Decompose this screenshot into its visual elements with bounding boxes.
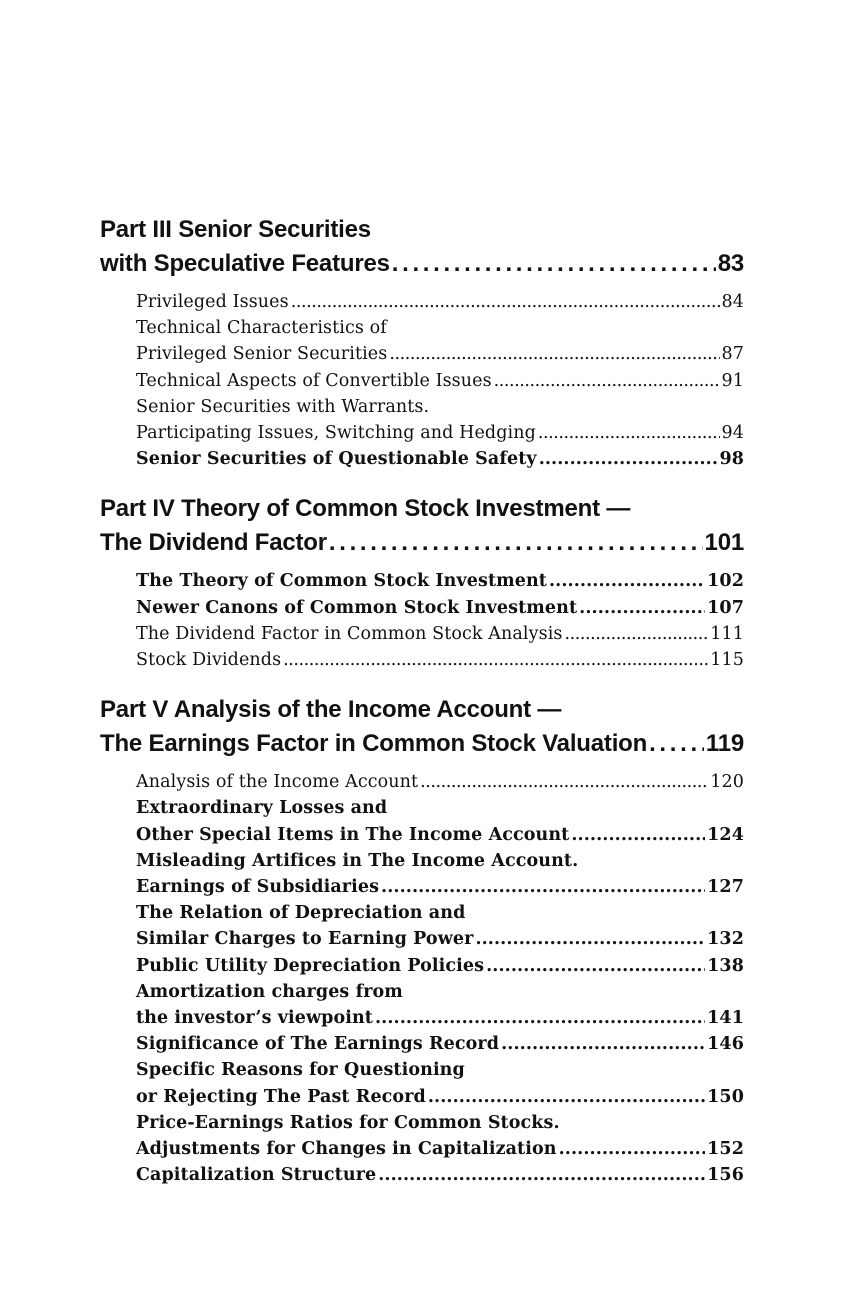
part-heading-title: The Dividend Factor [100, 529, 327, 557]
toc-entry-line: Extraordinary Losses and [136, 798, 388, 819]
toc-entry-page-number: 91 [721, 370, 744, 391]
toc-entry-leader-line [136, 1031, 744, 1057]
part-heading [100, 693, 744, 761]
toc-entry[interactable] [136, 979, 744, 1031]
toc-entry-line: The Relation of Depreciation and [136, 903, 466, 924]
part-heading-leader-line [100, 526, 744, 560]
toc-entry-page-number: 94 [721, 423, 744, 444]
toc-entry-leader-line [136, 1162, 744, 1188]
toc-entry-title: Newer Canons of Common Stock Investment [136, 597, 578, 618]
dot-leader [538, 420, 720, 446]
toc-entry-leader-line [136, 926, 744, 952]
toc-entry-title: Capitalization Structure [136, 1165, 377, 1186]
part-heading-title: with Speculative Features [100, 250, 390, 277]
part-heading-line: Part III Senior Securities [100, 216, 371, 243]
part-heading [100, 492, 744, 560]
toc-entry[interactable] [136, 1162, 744, 1188]
toc-entry-leader-line [136, 1005, 744, 1031]
toc-entry-title: Adjustments for Changes in Capitalization [136, 1139, 557, 1160]
part-heading [100, 213, 744, 281]
toc-entry-leader-line [136, 341, 744, 367]
toc-entry[interactable] [136, 1110, 744, 1162]
dot-leader [486, 953, 705, 979]
toc-entry-line: Amortization charges from [136, 981, 403, 1002]
toc-entry[interactable] [136, 900, 744, 952]
toc-entry-leader-line [136, 621, 744, 647]
toc-entry-page-number: 84 [721, 292, 744, 312]
part-heading-title: The Earnings Factor in Common Stock Valuation [100, 730, 648, 758]
toc-entry-leader-line [136, 647, 744, 673]
toc-entry[interactable] [136, 394, 744, 446]
toc-entry[interactable] [136, 1057, 744, 1109]
toc-entry-leader-line [136, 769, 744, 795]
dot-leader [571, 822, 705, 848]
dot-leader [428, 1084, 705, 1110]
toc-entry-line: Technical Characteristics of [136, 318, 387, 339]
part-page-number: 119 [705, 730, 744, 758]
toc-entry-page-number: 150 [707, 1086, 744, 1107]
toc-entry-leader-line [136, 874, 744, 900]
toc-entry[interactable] [136, 315, 744, 367]
dot-leader [539, 446, 718, 472]
toc-entry[interactable] [136, 595, 744, 621]
toc-entry[interactable] [136, 368, 744, 394]
toc-entry-list [100, 568, 744, 673]
toc-entry-line: Price-Earnings Ratios for Common Stocks. [136, 1112, 560, 1133]
dot-leader [494, 368, 720, 394]
dot-leader [389, 341, 719, 367]
toc-entry-title: The Theory of Common Stock Investment [136, 571, 547, 592]
toc-entry-title: Stock Dividends [136, 650, 282, 671]
toc-entry-page-number: 127 [707, 877, 744, 898]
toc-part [100, 213, 744, 472]
toc-entry-page-number: 111 [710, 623, 744, 644]
toc-entry-line: Senior Securities with Warrants. [136, 396, 430, 417]
dot-leader [291, 289, 720, 315]
dot-leader [501, 1031, 705, 1057]
dot-leader [549, 568, 705, 594]
dot-leader [475, 926, 705, 952]
toc-entry-page-number: 138 [707, 955, 744, 976]
toc-entry-page-number: 115 [710, 650, 744, 671]
toc-entry[interactable] [136, 289, 744, 315]
toc-entry-page-number: 87 [721, 344, 744, 365]
dot-leader [579, 595, 705, 621]
toc-entry-leader-line [136, 289, 744, 315]
toc-entry-list [100, 769, 744, 1188]
toc-entry-leader-line [136, 1084, 744, 1110]
toc-entry[interactable] [136, 848, 744, 900]
toc-entry-title: Other Special Items in The Income Account [136, 824, 570, 845]
toc-entry-line: Misleading Artifices in The Income Account. [136, 850, 579, 871]
table-of-contents [100, 213, 744, 1200]
part-heading-line: Part IV Theory of Common Stock Investment — [100, 495, 631, 523]
toc-entry-line: Specific Reasons for Questioning [136, 1060, 465, 1081]
dot-leader [420, 769, 708, 795]
dot-leader [392, 247, 716, 281]
toc-entry-title: Privileged Issues [136, 292, 289, 312]
toc-entry-leader-line [136, 368, 744, 394]
toc-entry-title: or Rejecting The Past Record [136, 1086, 426, 1107]
toc-entry[interactable] [136, 647, 744, 673]
toc-entry-page-number: 152 [707, 1139, 744, 1160]
part-page-number: 83 [717, 250, 744, 277]
dot-leader [649, 727, 704, 761]
part-heading-line: Part V Analysis of the Income Account — [100, 696, 562, 724]
toc-entry-page-number: 107 [707, 597, 744, 618]
dot-leader [564, 621, 708, 647]
toc-entry-page-number: 141 [707, 1008, 744, 1029]
toc-entry[interactable] [136, 769, 744, 795]
toc-entry-page-number: 102 [707, 571, 744, 592]
toc-entry-leader-line [136, 420, 744, 446]
toc-entry-title: Significance of The Earnings Record [136, 1034, 500, 1055]
toc-entry-page-number: 120 [710, 772, 744, 793]
part-heading-leader-line [100, 247, 744, 281]
toc-entry[interactable] [136, 621, 744, 647]
toc-entry-leader-line [136, 953, 744, 979]
dot-leader [559, 1136, 706, 1162]
dot-leader [381, 874, 705, 900]
toc-entry-title: the investor’s viewpoint [136, 1008, 373, 1029]
dot-leader [329, 526, 703, 560]
toc-entry-title: Similar Charges to Earning Power [136, 929, 474, 950]
toc-part [100, 693, 744, 1188]
toc-entry-title: Senior Securities of Questionable Safety [136, 449, 537, 470]
toc-entry-title: Analysis of the Income Account [136, 772, 419, 793]
part-heading-leader-line [100, 727, 744, 761]
toc-entry-page-number: 156 [707, 1165, 744, 1186]
toc-entry[interactable] [136, 568, 744, 594]
toc-entry-page-number: 124 [707, 824, 744, 845]
dot-leader [283, 647, 708, 673]
toc-entry-page-number: 132 [707, 929, 744, 950]
toc-entry-leader-line [136, 1136, 744, 1162]
toc-entry-title: Privileged Senior Securities [136, 344, 388, 365]
toc-entry-title: Participating Issues, Switching and Hedging [136, 423, 536, 444]
toc-entry-list [100, 289, 744, 472]
toc-entry-page-number: 146 [707, 1034, 744, 1055]
toc-entry-title: Technical Aspects of Convertible Issues [136, 370, 492, 391]
part-page-number: 101 [704, 529, 744, 557]
toc-entry[interactable] [136, 953, 744, 979]
toc-entry-leader-line [136, 822, 744, 848]
toc-entry-leader-line [136, 595, 744, 621]
toc-entry[interactable] [136, 1031, 744, 1057]
dot-leader [378, 1162, 705, 1188]
toc-entry[interactable] [136, 446, 744, 472]
toc-entry[interactable] [136, 795, 744, 847]
dot-leader [375, 1005, 705, 1031]
toc-entry-leader-line [136, 446, 744, 472]
toc-entry-title: Earnings of Subsidiaries [136, 877, 380, 898]
toc-entry-leader-line [136, 568, 744, 594]
toc-entry-title: Public Utility Depreciation Policies [136, 955, 485, 976]
toc-entry-page-number: 98 [719, 449, 744, 470]
toc-part [100, 492, 744, 673]
toc-entry-title: The Dividend Factor in Common Stock Analysis [136, 623, 563, 644]
